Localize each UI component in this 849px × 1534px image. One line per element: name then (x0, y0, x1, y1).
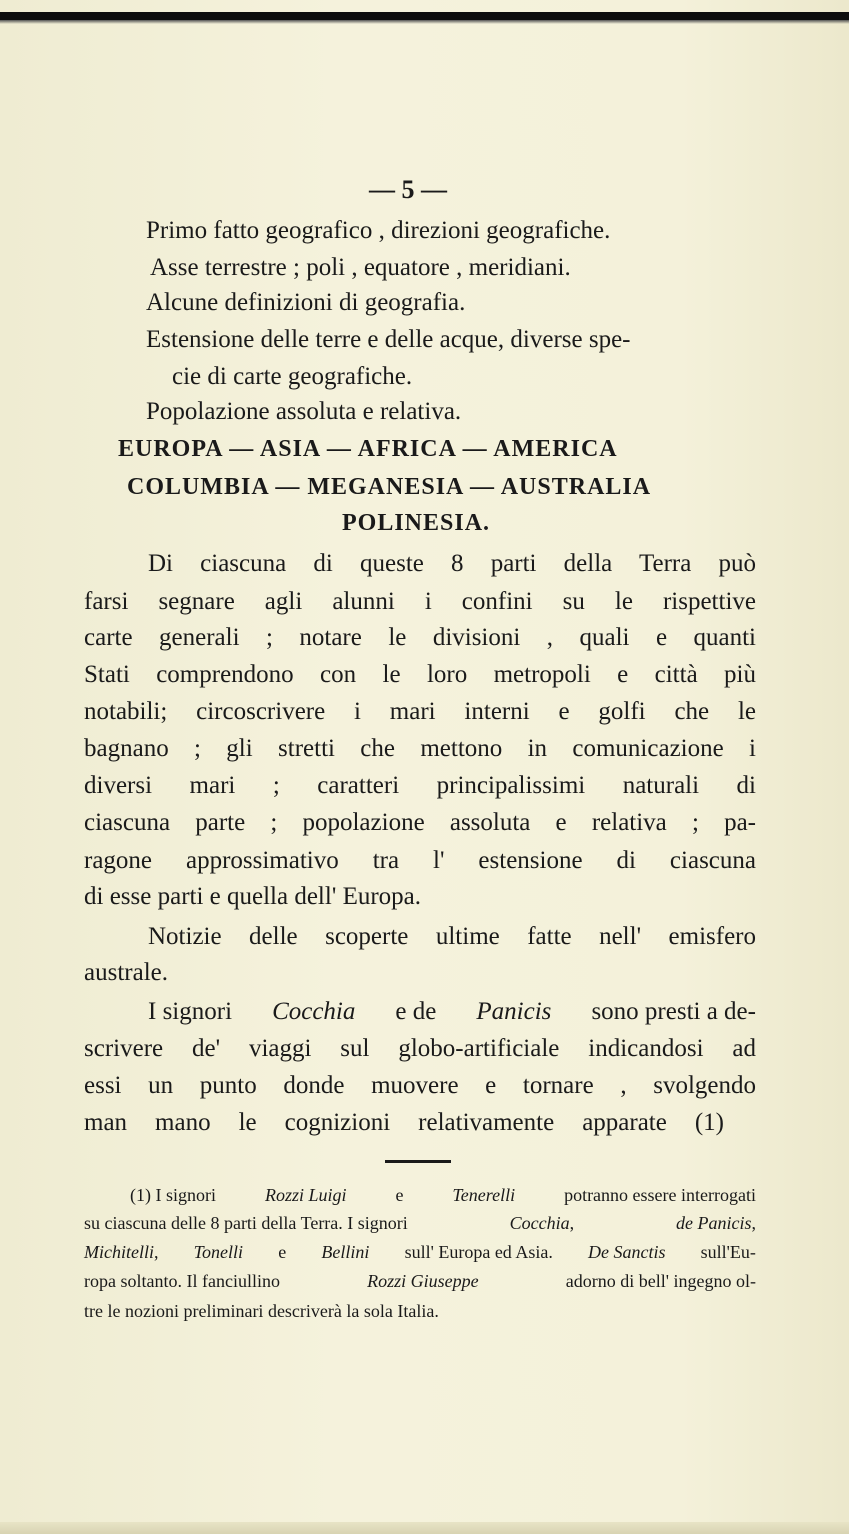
footnote-line: (1) I signori Rozzi Luigi e Tenerelli potranno essere interrogati (130, 1185, 756, 1205)
page-bottom-edge (0, 1522, 849, 1534)
paragraph-line: scrivere de' viaggi sul globo-artificiale indicandosi ad (84, 1035, 756, 1062)
paragraph-line: ragone approssimativo tra l' estensione di ciascuna (84, 847, 756, 874)
paragraph-line: di esse parti e quella dell' Europa. (84, 883, 422, 910)
person-name: Cocchia (272, 998, 356, 1025)
paragraph-line: essi un punto donde muovere e tornare , svolgendo (84, 1072, 756, 1099)
paragraph-line: farsi segnare agli alunni i confini su le rispettive (84, 588, 756, 615)
paragraph-line: bagnano ; gli stretti che mettono in comunicazione i (84, 735, 756, 762)
footnote-line: tre le nozioni preliminari descriverà la sola Italia. (84, 1301, 439, 1321)
page-number: — 5 — (369, 175, 447, 204)
paragraph-line: man mano le cognizioni relativamente apparate (1) (84, 1109, 724, 1136)
continents-heading-line: EUROPA — ASIA — AFRICA — AMERICA (118, 436, 618, 462)
topic-line: Alcune definizioni di geografia. (146, 289, 466, 316)
paragraph-line: ciascuna parte ; popolazione assoluta e relativa ; pa- (84, 809, 756, 836)
paragraph-line: Stati comprendono con le loro metropoli e città più (84, 661, 756, 688)
topic-line: Asse terrestre ; poli , equatore , meridiani. (150, 254, 571, 281)
topic-line: Estensione delle terre e delle acque, diverse spe- (146, 326, 631, 353)
paragraph-line: carte generali ; notare le divisioni , quali e quanti (84, 624, 756, 651)
paragraph-line: diversi mari ; caratteri principalissimi naturali di (84, 772, 756, 799)
footnote-divider (385, 1160, 451, 1163)
topic-line: Popolazione assoluta e relativa. (146, 398, 462, 425)
paragraph-line: I signori Cocchia e de Panicis sono presti a de- (148, 998, 756, 1025)
footnote-line: Michitelli, Tonelli e Bellini sull' Europa ed Asia. De Sanctis sull'Eu- (84, 1242, 756, 1262)
page-top-edge (0, 12, 849, 20)
topic-line: cie di carte geografiche. (172, 363, 413, 390)
person-name: Panicis (476, 998, 552, 1025)
continents-heading-line: COLUMBIA — MEGANESIA — AUSTRALIA (127, 474, 652, 500)
continents-heading-line: POLINESIA. (342, 510, 491, 536)
page-top-shadow (0, 20, 849, 24)
footnote-line: ropa soltanto. Il fanciullino Rozzi Giuseppe adorno di bell' ingegno ol- (84, 1271, 756, 1291)
footnote-line: su ciascuna delle 8 parti della Terra. I signori Cocchia, de Panicis, (84, 1213, 756, 1233)
paragraph-line: notabili; circoscrivere i mari interni e golfi che le (84, 698, 756, 725)
paragraph-line: Di ciascuna di queste 8 parti della Terra può (148, 550, 756, 577)
topic-line: Primo fatto geografico , direzioni geografiche. (146, 217, 611, 244)
paragraph-line: Notizie delle scoperte ultime fatte nell' emisfero (148, 923, 756, 950)
paragraph-line: australe. (84, 959, 168, 986)
